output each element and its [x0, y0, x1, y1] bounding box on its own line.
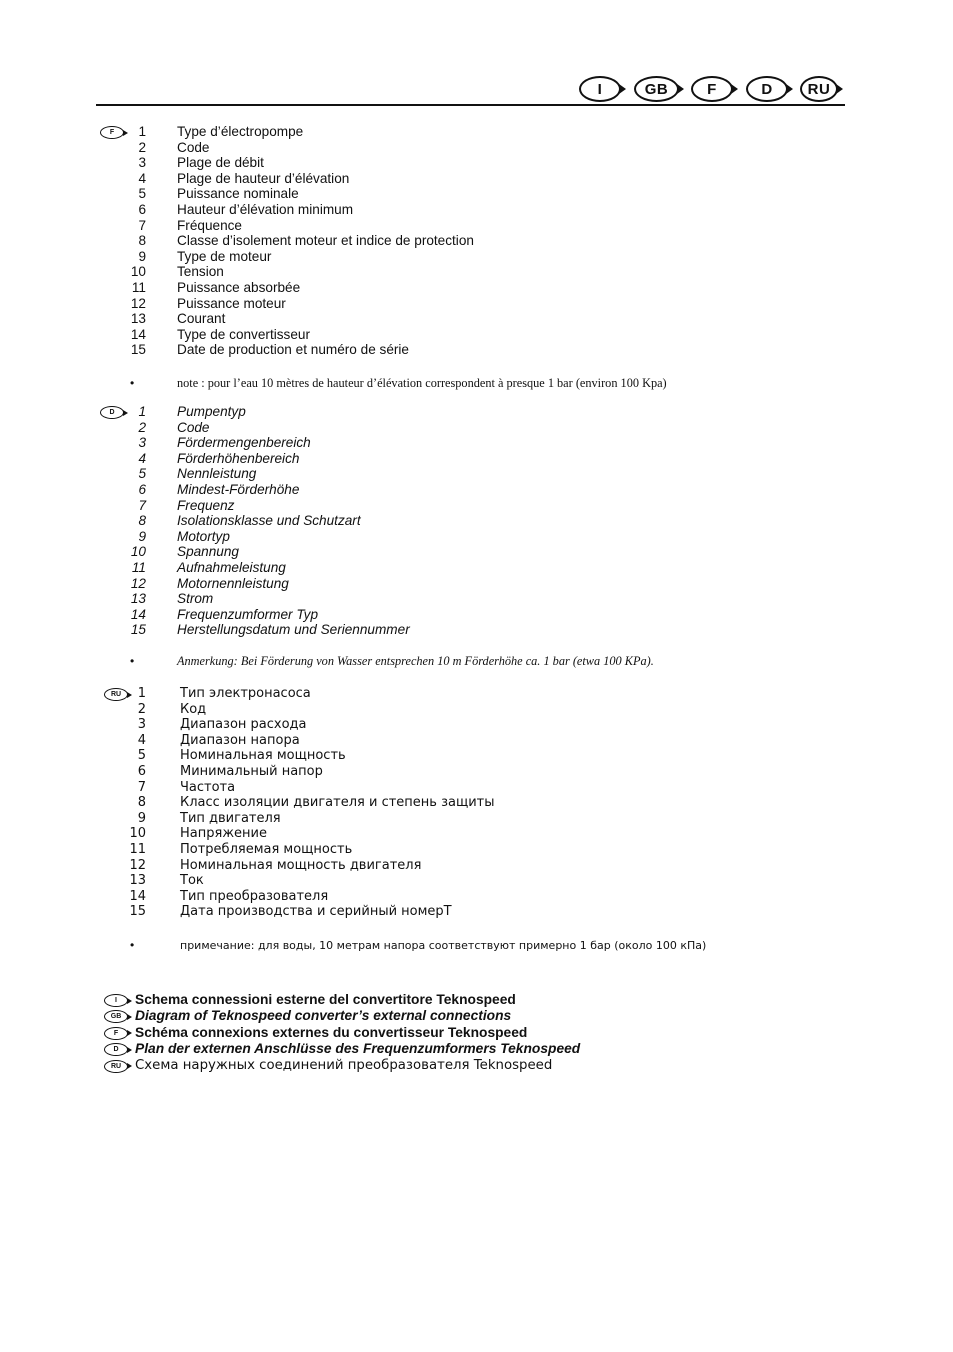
note-text-fr: note : pour l’eau 10 mètres de hauteur d’élévation correspondent à presque 1 bar (environ 100 Kpa)	[177, 376, 667, 390]
note-text-ru: примечание: для воды, 10 метрам напора соответствуют примерно 1 бар (около 100 кПа)	[180, 939, 707, 952]
language-flag-fr: F	[691, 76, 733, 102]
language-flag-it: I	[579, 76, 621, 102]
note-bullet: •	[130, 938, 135, 952]
language-flag-de-small: D	[100, 406, 124, 419]
language-flag-gb-small: GB	[104, 1010, 128, 1023]
language-flag-gb: GB	[634, 76, 679, 102]
language-flag-ru-small: RU	[104, 1060, 128, 1073]
language-flag-it-small: I	[104, 994, 128, 1007]
language-flag-de: D	[746, 76, 788, 102]
note-bullet: •	[130, 654, 135, 668]
note-bullet: •	[130, 376, 135, 390]
language-flag-ru-small: RU	[104, 688, 128, 701]
language-flag-fr-small: F	[100, 126, 124, 139]
note-text-de: Anmerkung: Bei Förderung von Wasser entsprechen 10 m Förderhöhe ca. 1 bar (etwa 100 KPa).	[177, 654, 654, 668]
language-flag-de-small: D	[104, 1043, 128, 1056]
language-flag-fr-small: F	[104, 1027, 128, 1040]
header-rule	[96, 104, 845, 106]
language-flag-ru: RU	[800, 76, 838, 102]
